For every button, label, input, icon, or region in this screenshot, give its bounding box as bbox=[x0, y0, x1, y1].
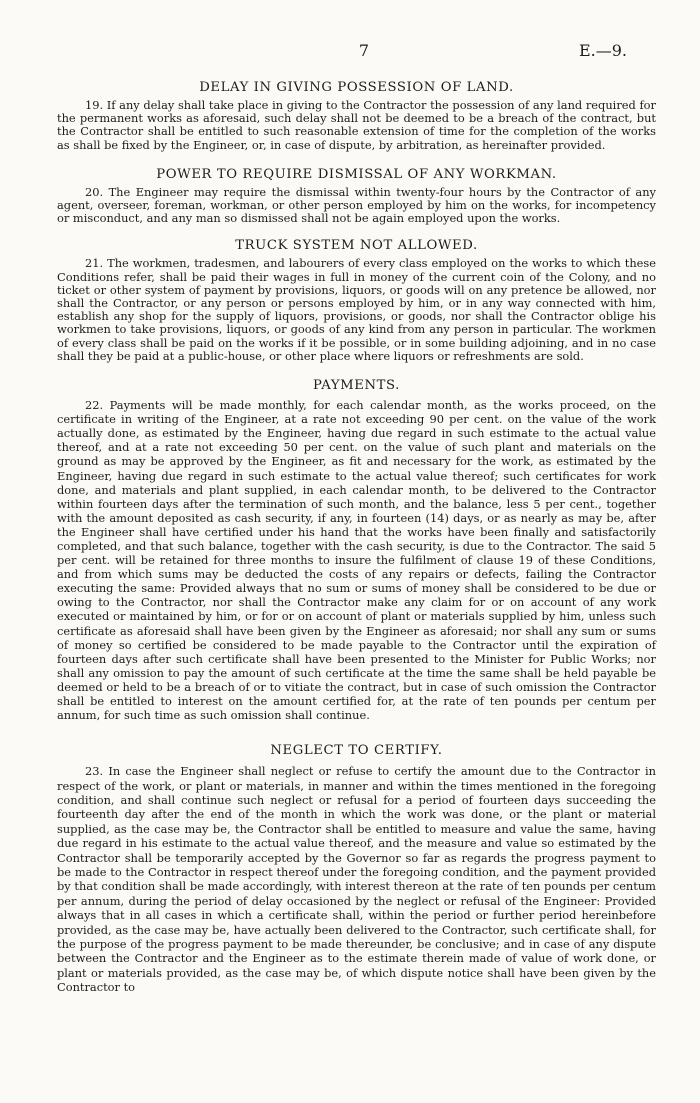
section-neglect-to-certify bbox=[57, 742, 656, 995]
document-body bbox=[57, 41, 656, 995]
document-reference: E.—9. bbox=[578, 41, 627, 60]
section-delay-possession bbox=[57, 79, 656, 152]
section-paragraph: 20. The Engineer may require the dismissal within twenty-four hours by the Contractor of any agent, overseer, foreman, workman, or other person employed by him on the works, for incompetency or misconduct, and any man so dismissed shall not be again employed upon the works. bbox=[57, 184, 656, 226]
section-heading: DELAY IN GIVING POSSESSION OF LAND. bbox=[199, 80, 514, 95]
section-paragraph: 23. In case the Engineer shall neglect or refuse to certify the amount due to the Contractor in respect of the work, or plant or materials, in manner and within the times mentioned in the foregoing condition, and shall continue such neglect or refusal for a period of fourteen days succeeding the fourteenth day after the end of the month in which the work was done, or the plant or material supplied, as the case may be, the Contractor shall be entitled to measure and value the same, having due regard in his estimate to the actual value thereof, and the measure and value so estimated by the Contractor shall be temporarily accepted by the Governor so far as regards the progress payment to be made to the Contractor in respect thereof under the foregoing condition, and the payment provided by that condition shall be made accordingly, with interest thereon at the rate of ten pounds per centum per annum, during the period of delay occasioned by the neglect or refusal of the Engineer: Provided always that in all cases in which a certificate shall, within the period or further period hereinbefore provided, as the case may be, have actually been delivered to the Contractor, such certificate shall, for the purpose of the progress payment to be made thereunder, be conclusive; and in case of any dispute between the Contractor and the Engineer as to the estimate therein made of value of work done, or plant or materials provided, as the case may be, of which dispute notice shall have been given by the Contractor to bbox=[57, 764, 656, 995]
page-number: 7 bbox=[358, 41, 370, 60]
section-heading: PAYMENTS. bbox=[313, 378, 400, 394]
section-heading: POWER TO REQUIRE DISMISSAL OF ANY WORKMAN. bbox=[156, 166, 557, 182]
section-truck-system bbox=[57, 237, 656, 363]
section-heading: TRUCK SYSTEM NOT ALLOWED. bbox=[235, 238, 478, 254]
section-payments bbox=[57, 377, 656, 722]
section-heading: NEGLECT TO CERTIFY. bbox=[270, 743, 443, 759]
section-paragraph: 22. Payments will be made monthly, for each calendar month, as the works proceed, on the certificate in writing of the Engineer, at a rate not exceeding 90 per cent. on the value of the work actually done, as estimated by the Engineer, having due regard in such estimate to the actual value thereof, and at a rate not exceeding 50 per cent. on the value of such plant and materials on the ground as may be approved by the Engineer, as fit and necessary for the work, as estimated by the Engineer, having due regard in such estimate to the actual value thereof; such certificates for work done, and materials and plant supplied, in each calendar month, to be delivered to the Contractor within fourteen days after the termination of such month, and the balance, less 5 per cent., together with the amount deposited as cash security, if any, in fourteen (14) days, or as nearly as may be, after the Engineer shall have certified under his hand that the works have been finally and satisfactorily completed, and that such balance, together with the cash security, is due to the Contractor. The said 5 per cent. will be retained for three months to insure the fulfilment of clause 19 of these Conditions, and from which sums may be deducted the costs of any repairs or defects, failing the Contractor executing the same: Provided always that no sum or sums of money shall be considered to be due or owing to the Contractor, nor shall the Contractor make any claim for or on account of any work executed or maintained by him, or for or on account of plant or materials supplied by him, unless such certificate as aforesaid shall have been given by the Engineer as aforesaid; nor shall any sum or sums of money so certified be considered to be made payable to the Contractor until the expiration of fourteen days after such certificate shall have been presented to the Minister for Public Works; nor shall any omission to pay the amount of such certificate at the time the same shall be held payable be deemed or held to be a breach of or to vitiate the contract, but in case of such omission the Contractor shall be entitled to interest on the amount certified for, at the rate of ten pounds per centum per annum, for such time as such omission shall continue. bbox=[57, 398, 656, 723]
section-dismissal-workman bbox=[57, 166, 656, 226]
section-paragraph: 19. If any delay shall take place in giving to the Contractor the possession of any land required for the permanent works as aforesaid, such delay shall not be deemed to be a breach of the contract, but the Contractor shall be entitled to such reasonable extension of time for the completion of the works as shall be fixed by the Engineer, or, in case of dispute, by arbitration, as hereinafter provided. bbox=[57, 98, 656, 152]
section-paragraph: 21. The workmen, tradesmen, and labourers of every class employed on the works to which these Conditions refer, shall be paid their wages in full in money of the current coin of the Colony, and no ticket or other system of payment by provisions, liquors, or goods will on any pretence be allowed, nor shall the Contractor, or any person or persons employed by him, or in any way connected with him, establish any shop for the supply of liquors, provisions, or goods, nor shall the Contractor oblige his workmen to take provisions, liquors, or goods of any kind from any person in particular. The workmen of every class shall be paid on the works if it be possible, or in some building adjoining, and in no case shall they be paid at a public-house, or other place where liquors or refreshments are sold. bbox=[57, 256, 656, 363]
